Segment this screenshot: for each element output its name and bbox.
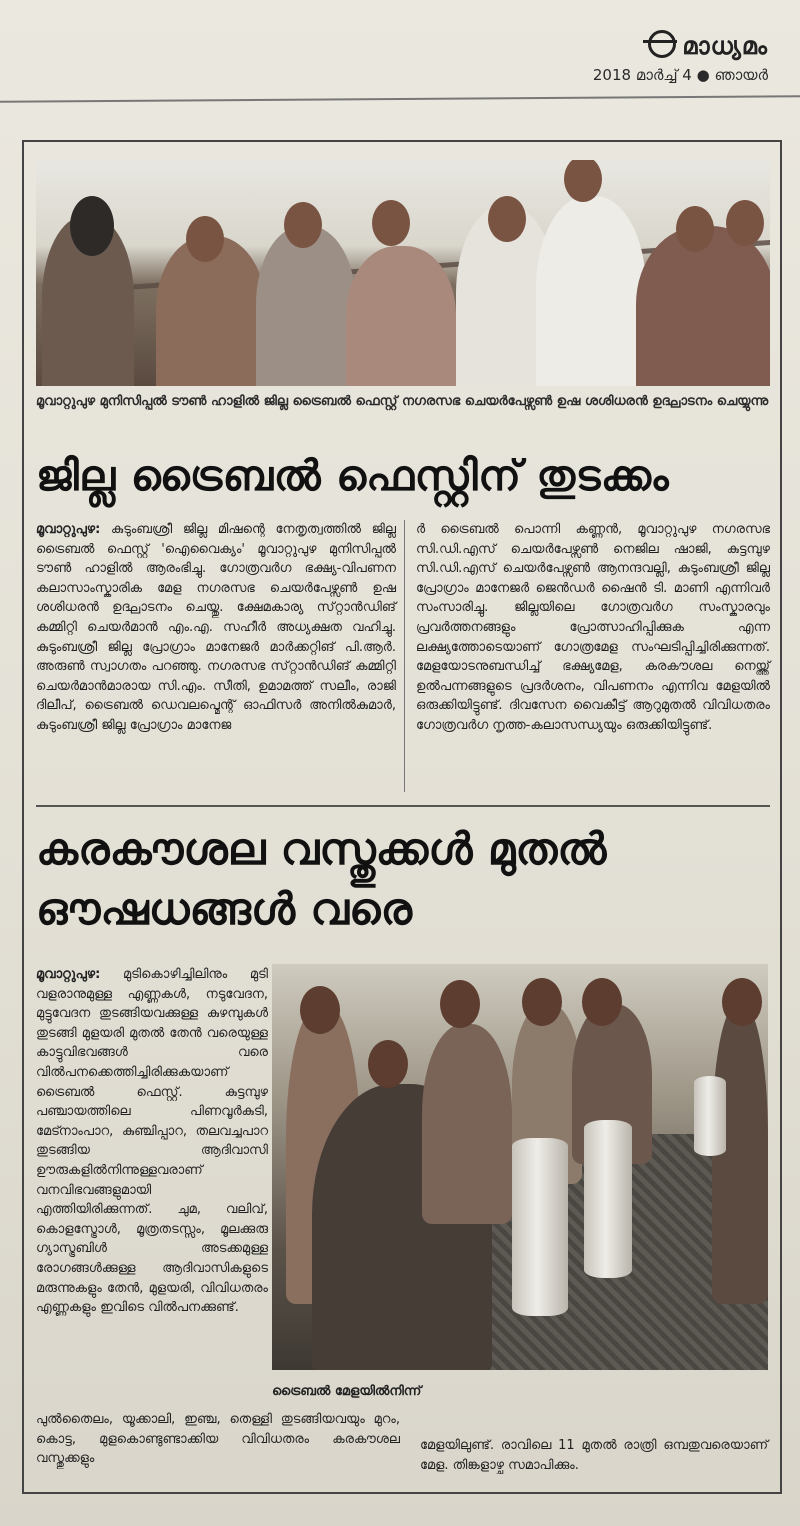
story-column: [36, 965, 268, 1318]
story-text: ർ ട്രൈബൽ പൊന്നി കണ്ണൻ, മൂവാറ്റുപുഴ നഗരസഭ സി.ഡി.എസ് ചെയർപേഴ്സൺ നെജില ഷാജി, കുട്ടമ്പുഴ സി.ഡി.എസ് ചെയർപേഴ്സൺ ആനന്ദവല്ലി, കുടുംബശ്രീ ജില്ല പ്രോഗ്രാം മാനേജർ ജെൻഡർ ഷൈൻ ടി. മാണി എന്നിവർ സംസാരിച്ചു. ജില്ലയിലെ ഗോത്രവർഗ സംസ്കാരവും പ്രവർത്തനങ്ങളും പ്രോത്സാഹിപ്പിക്കുക എന്ന ലക്ഷ്യത്തോടെയാണ് ഗോത്രമേള സംഘടിപ്പിച്ചിരിക്കുന്നത്. മേളയോടനുബന്ധിച്ച് ഭക്ഷ്യമേള, കരകൗശല നെയ്ത്ത് ഉൽപന്നങ്ങളുടെ പ്രദർശനം, വിപണനം എന്നിവ മേളയിൽ ഒരുക്കിയിട്ടുണ്ട്. ദിവസേന വൈകീട്ട് ആറുമുതൽ വിവിധതരം ഗോത്രവർഗ നൃത്ത-കലാസന്ധ്യയും ഒരുക്കിയിട്ടുണ്ട്.: [416, 522, 770, 733]
story-divider: [36, 805, 770, 807]
column-rule: [404, 520, 405, 792]
photo-figure-head: [300, 986, 340, 1034]
story-text: കുടുംബശ്രീ ജില്ല മിഷ​ന്റെ നേതൃത്വത്തിൽ ജില്ല ട്രൈബൽ ഫെസ്റ്റ് 'ഐവൈ​ക്യം' മൂവാറ്റുപുഴ മുനിസിപ്പൽ ടൗൺ ഹാളിൽ ആരംഭിച്ചു. ഗോത്രവർഗ ഭക്ഷ്യ-വിപണന കലാസാംസ്കാരിക മേള നഗരസഭ ചെയർപേഴ്സൺ ഉഷ ശശിധരൻ ഉദ്ഘാടനം ചെയ്തു. ക്ഷേമകാര്യ സ്​റ്റാൻഡിങ് കമ്മിറ്റി ചെയർമാൻ എം.എ. സഹീർ അധ്യക്ഷത വഹിച്ചു. കുടുംബശ്രീ ജില്ല പ്രോഗ്രാം മാനേജർ മാർക്കറ്റിങ് പി.ആർ. അരുൺ സ്വാഗതം പറഞ്ഞു. നഗരസഭ സ്​റ്റാൻഡിങ് കമ്മിറ്റി ചെയർമാൻമാരായ സി.എം. സീതി, ഉമാമത്ത് സലീം, രാജി ദിലീപ്, ട്രൈബൽ ഡെവലപ്മെന്റ് ഓഫിസർ അനിൽകുമാർ, കുടുംബശ്രീ ജില്ല പ്രോഗ്രാം മാനേജ: [36, 522, 396, 733]
logo-text: മാധ്യമം: [682, 32, 768, 60]
photo-figure-head: [488, 196, 526, 242]
photo-figure-head: [368, 1040, 408, 1088]
story-column: [36, 1410, 400, 1469]
story-column: [416, 520, 770, 736]
photo-figure-head: [284, 202, 322, 248]
issue-date: 2018 മാർച്ച് 4 ● ഞായർ: [592, 66, 768, 84]
bamboo-container: [694, 1076, 726, 1156]
bamboo-container: [584, 1120, 632, 1278]
inauguration-photo: [36, 160, 770, 386]
photo-figure: [346, 246, 456, 386]
photo-caption: ട്രൈബൽ മേളയിൽനിന്ന്: [272, 1384, 422, 1399]
tribal-fair-photo: [272, 964, 768, 1370]
photo-figure-head: [676, 206, 714, 252]
dateline: മൂവാറ്റുപുഴ:: [36, 522, 101, 537]
photo-figure: [422, 1024, 512, 1224]
photo-figure-head: [522, 978, 562, 1026]
photo-figure: [536, 196, 646, 386]
photo-figure: [636, 226, 770, 386]
newspaper-logo: [593, 30, 768, 60]
photo-figure: [256, 226, 356, 386]
page-top-rule: [0, 95, 800, 103]
story-text: പുൽതൈലം, യൂക്കാലി, ഇഞ്ച, തെള്ളി തുടങ്ങിയവയും മുറം, കൊട്ട, മുളകൊണ്ടുണ്ടാക്കിയ വിവിധതരം കരകൗശല വസ്തുക്കളും: [36, 1412, 400, 1467]
photo-figure-head: [70, 196, 114, 256]
story-headline: ജില്ല ട്രൈബൽ ഫെസ്റ്റിന് തുടക്കം: [36, 451, 670, 500]
photo-figure-head: [440, 980, 480, 1028]
dateline: മൂവാറ്റുപുഴ:: [36, 967, 101, 982]
logo-emblem-icon: [648, 30, 676, 58]
photo-figure-head: [582, 978, 622, 1026]
photo-caption: മൂവാറ്റുപുഴ മുനിസിപ്പൽ ടൗൺ ഹാളിൽ ജില്ല ട്രൈബൽ ഫെസ്റ്റ് നഗരസഭ ചെയർപേഴ്സൺ ഉഷ ശശിധരൻ ഉദ്ഘാടനം ചെയ്യുന്നു: [36, 394, 769, 409]
photo-figure-head: [726, 200, 764, 246]
photo-figure-head: [186, 216, 224, 262]
story-text: മേളയിലുണ്ട്. രാവിലെ 11 മുതൽ രാത്രി ഒമ്പതുവരെയാണ് മേള. തിങ്കളാഴ്ച സമാപിക്കും.: [420, 1438, 768, 1473]
photo-figure-head: [372, 200, 410, 246]
story-text: മുടികൊഴിച്ചിലിനും മുടി വളരാനുമുള്ള എണ്ണകൾ, നടുവേദന, മുട്ടുവേദന തുടങ്ങിയവക്കുള്ള കുഴമ്പുകൾ തുടങ്ങി മുളയരി മുതൽ തേൻ വരെയുള്ള കാട്ടുവിഭവങ്ങൾ വരെ വിൽപനക്കെത്തിച്ചിരിക്കുകയാണ് ട്രൈബൽ ഫെസ്റ്റ്. കുട്ടമ്പുഴ പഞ്ചായത്തിലെ പിണവൂർകുടി, മേട്നാംപാറ, കുഞ്ചിപ്പാറ, തലവച്ചപാറ തുടങ്ങിയ ആദിവാസി ഊരുകളിൽനിന്നുള്ളവരാണ് വനവിഭവങ്ങളുമായി എത്തിയിരിക്കുന്നത്. ചുമ, വലിവ്, കൊളസ്ട്രോൾ, മൂത്രതടസ്സം, മൂലക്കുരു ഗ്യാസ്ട്രബിൾ അടക്കമുള്ള രോഗങ്ങൾക്കുള്ള ആദിവാസികളുടെ മരുന്നുകളും തേൻ, മുളയരി, വിവിധതരം എണ്ണകളും ഇവിടെ വിൽപനക്കുണ്ട്.: [36, 967, 268, 1316]
story-column: [420, 1436, 768, 1475]
photo-figure-head: [722, 978, 762, 1026]
bamboo-container: [512, 1138, 568, 1316]
story-column: [36, 520, 396, 736]
story-headline: കരകൗശല വസ്തുക്കൾ മുതൽ ഔഷധങ്ങൾ വരെ: [36, 824, 607, 935]
masthead: [593, 30, 768, 84]
